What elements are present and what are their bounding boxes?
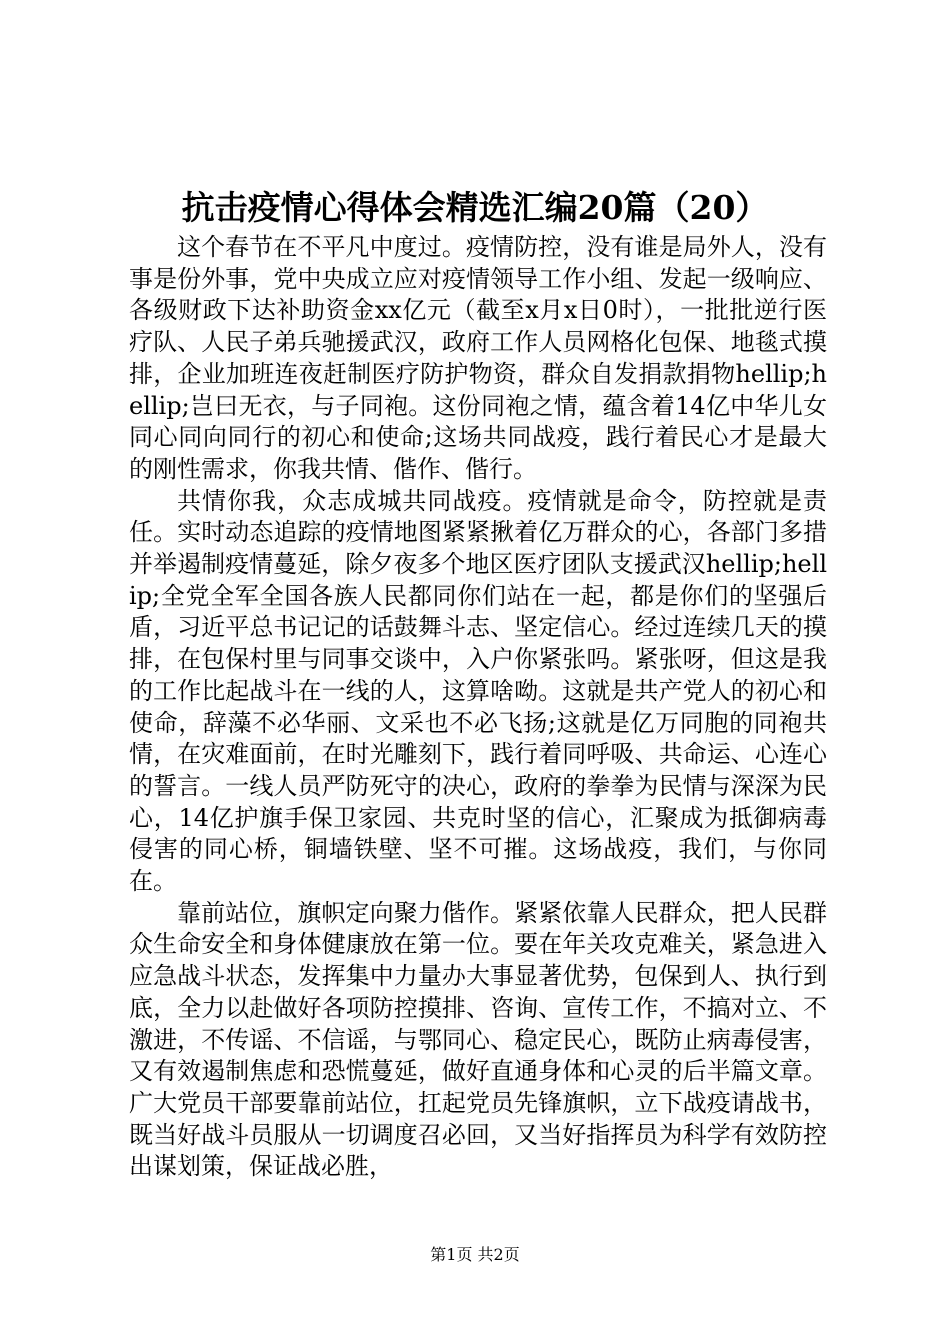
paragraph-2: 共情你我，众志成城共同战疫。疫情就是命令，防控就是责任。实时动态追踪的疫情地图紧紧揪着亿万群众的心，各部门多措并举遏制疫情蔓延，除夕夜多个地区医疗团队支援武汉hellip;hellip;全党全军全国各族人民都同你们站在一起，都是你们的坚强后盾，习近平总书记记的话鼓舞斗志、坚定信心。经过连续几天的摸排，在包保村里与同事交谈中，入户你紧张吗。紧张呀，但这是我的工作比起战斗在一线的人，这算啥呦。这就是共产党人的初心和使命，辞藻不必华丽、文采也不必飞扬;这就是亿万同胞的同袍共情，在灾难面前，在时光雕刻下，践行着同呼吸、共命运、心连心的誓言。一线人员严防死守的决心，政府的拳拳为民情与深深为民心，14亿护旗手保卫家园、共克时坚的信心，汇聚成为抵御病毒侵害的同心桥，铜墙铁壁、坚不可摧。这场战疫，我们，与你同在。 xyxy=(129,486,827,896)
paragraph-1: 这个春节在不平凡中度过。疫情防控，没有谁是局外人，没有事是份外事，党中央成立应对疫情领导工作小组、发起一级响应、各级财政下达补助资金xx亿元（截至x月x日0时），一批批逆行医疗队、人民子弟兵驰援武汉，政府工作人员网格化包保、地毯式摸排，企业加班连夜赶制医疗防护物资，群众自发捐款捐物hellip;hellip;岂曰无衣，与子同袍。这份同袍之情，蕴含着14亿中华儿女同心同向同行的初心和使命;这场共同战疫，践行着民心才是最大的刚性需求，你我共情、偕作、偕行。 xyxy=(129,233,827,483)
paragraph-3: 靠前站位，旗帜定向聚力偕作。紧紧依靠人民群众，把人民群众生命安全和身体健康放在第一位。要在年关攻克难关，紧急进入应急战斗状态，发挥集中力量办大事显著优势，包保到人、执行到底，全力以赴做好各项防控摸排、咨询、宣传工作，不搞对立、不激进，不传谣、不信谣，与鄂同心、稳定民心，既防止病毒侵害，又有效遏制焦虑和恐慌蔓延，做好直通身体和心灵的后半篇文章。广大党员干部要靠前站位，扛起党员先锋旗帜，立下战疫请战书，既当好战斗员服从一切调度召必回，又当好指挥员为科学有效防控出谋划策，保证战必胜， xyxy=(129,898,827,1181)
document-title: 抗击疫情心得体会精选汇编20篇（20） xyxy=(181,188,769,227)
page-number-footer: 第1页 共2页 xyxy=(430,1245,520,1264)
document-body xyxy=(129,232,827,1183)
